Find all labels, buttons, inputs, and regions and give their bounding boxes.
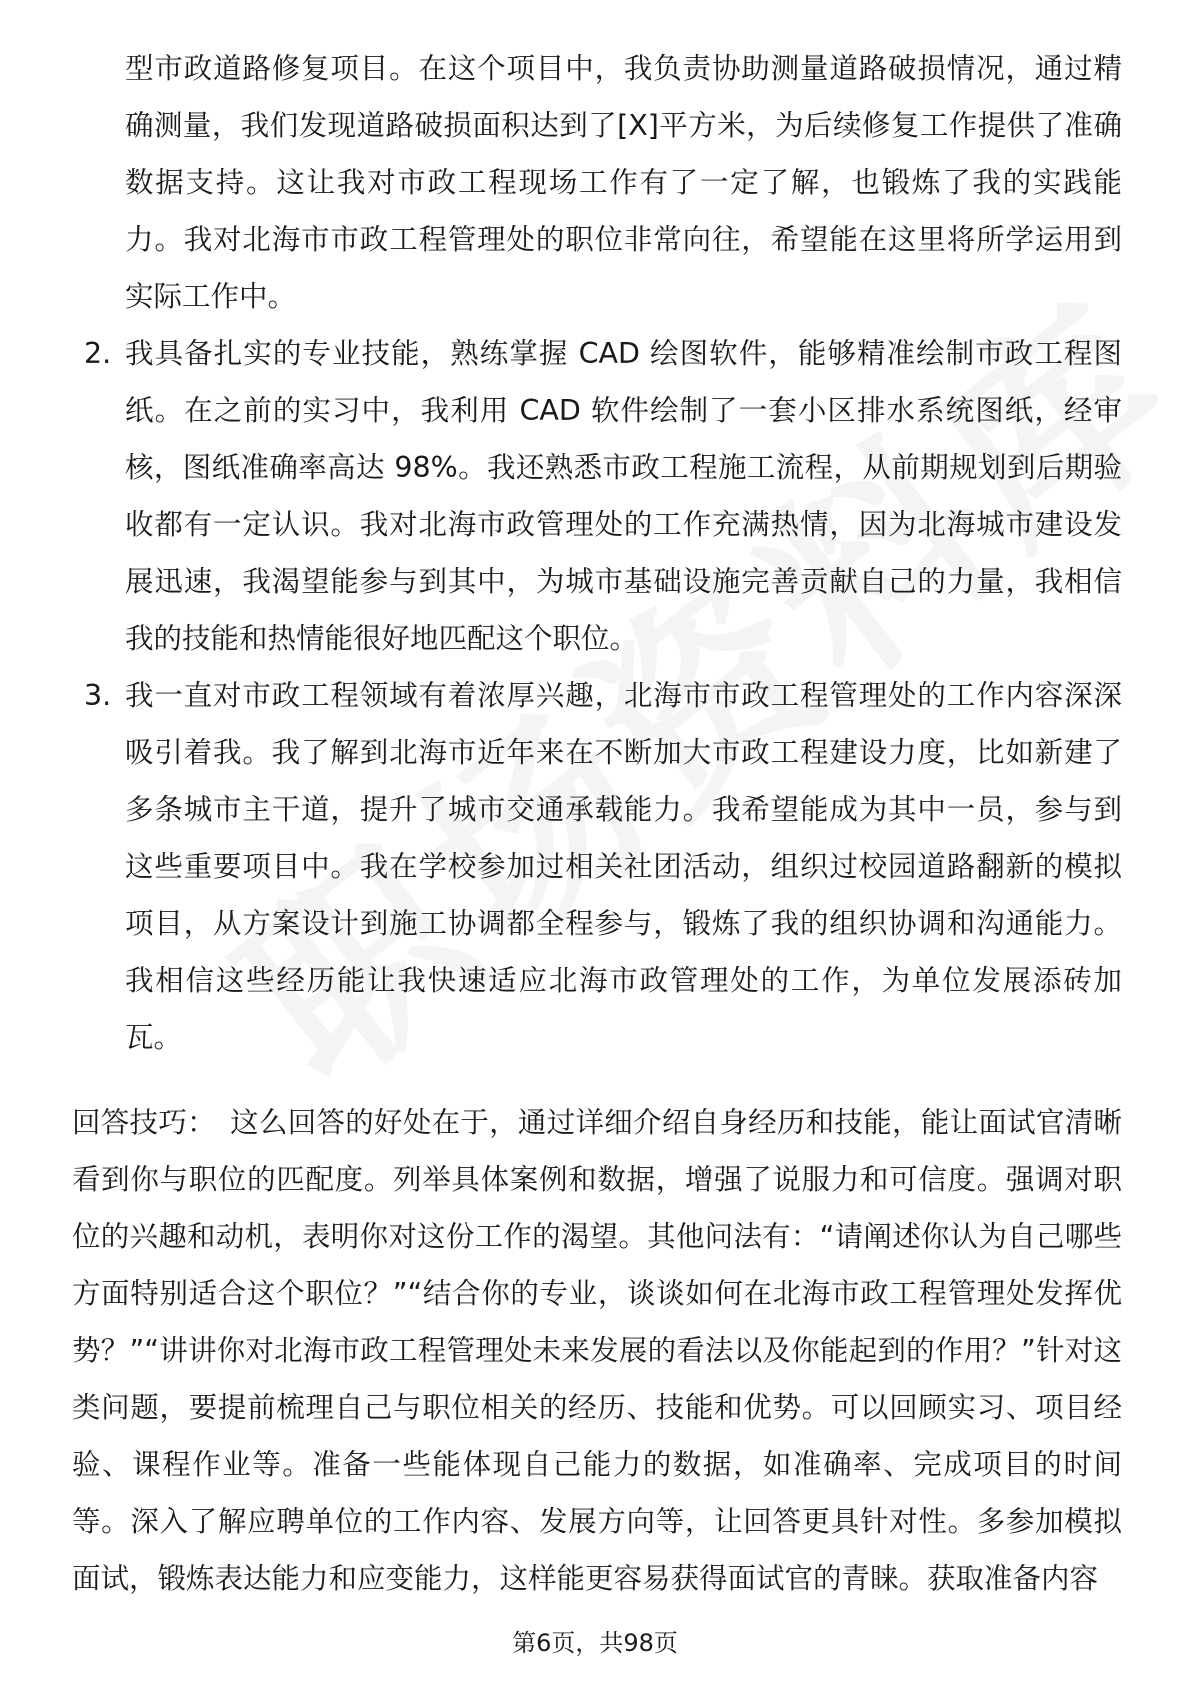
list-item-1-continuation: 型市政道路修复项目。在这个项目中，我负责协助测量道路破损情况，通过精确测量，我们发现道路破损面积达到了[X]平方米，为后续修复工作提供了准确数据支持。这让我对市政工程现场工作有了一定了解，也锻炼了我的实践能力。我对北海市市政工程管理处的职位非常向往，希望能在这里将所学运用到实际工作中。 <box>125 52 1122 313</box>
list-number-3: 3. <box>84 679 112 712</box>
page-content <box>72 40 1122 1607</box>
tips-text: 这么回答的好处在于，通过详细介绍自身经历和技能，能让面试官清晰看到你与职位的匹配度。列举具体案例和数据，增强了说服力和可信度。强调对职位的兴趣和动机，表明你对这份工作的渴望。其他问法有：“请阐述你认为自己哪些方面特别适合这个职位？”“结合你的专业，谈谈如何在北海市政工程管理处发挥优势？”“讲讲你对北海市政工程管理处未来发展的看法以及你能起到的作用？”针对这类问题，要提前梳理自己与职位相关的经历、技能和优势。可以回顾实习、项目经验、课程作业等。准备一些能体现自己能力的数据，如准确率、完成项目的时间等。深入了解应聘单位的工作内容、发展方向等，让回答更具针对性。多参加模拟面试，锻炼表达能力和应变能力，这样能更容易获得面试官的青睐。获取准备内容 <box>72 1106 1122 1595</box>
answer-list <box>72 325 1122 1066</box>
answer-tips <box>72 1094 1122 1607</box>
list-item-2-text: 我具备扎实的专业技能，熟练掌握 CAD 绘图软件，能够精准绘制市政工程图纸。在之前的实习中，我利用 CAD 软件绘制了一套小区排水系统图纸，经审核，图纸准确率高达 98%。我还熟悉市政工程施工流程，从前期规划到后期验收都有一定认识。我对北海市政管理处的工作充满热情，因为北海城市建设发展迅速，我渴望能参与到其中，为城市基础设施完善贡献自己的力量，我相信我的技能和热情能很好地匹配这个职位。 <box>125 337 1122 655</box>
page-footer: 第6页，共98页 <box>512 1629 678 1657</box>
list-item-2 <box>72 325 1122 667</box>
tips-label: 回答技巧： <box>72 1106 216 1139</box>
list-item-3-text: 我一直对市政工程领域有着浓厚兴趣，北海市市政工程管理处的工作内容深深吸引着我。我了解到北海市近年来在不断加大市政工程建设力度，比如新建了多条城市主干道，提升了城市交通承载能力。我希望能成为其中一员，参与到这些重要项目中。我在学校参加过相关社团活动，组织过校园道路翻新的模拟项目，从方案设计到施工协调都全程参与，锻炼了我的组织协调和沟通能力。我相信这些经历能让我快速适应北海市政管理处的工作，为单位发展添砖加瓦。 <box>125 679 1122 1054</box>
list-item-3 <box>72 667 1122 1066</box>
list-number-2: 2. <box>84 337 112 370</box>
